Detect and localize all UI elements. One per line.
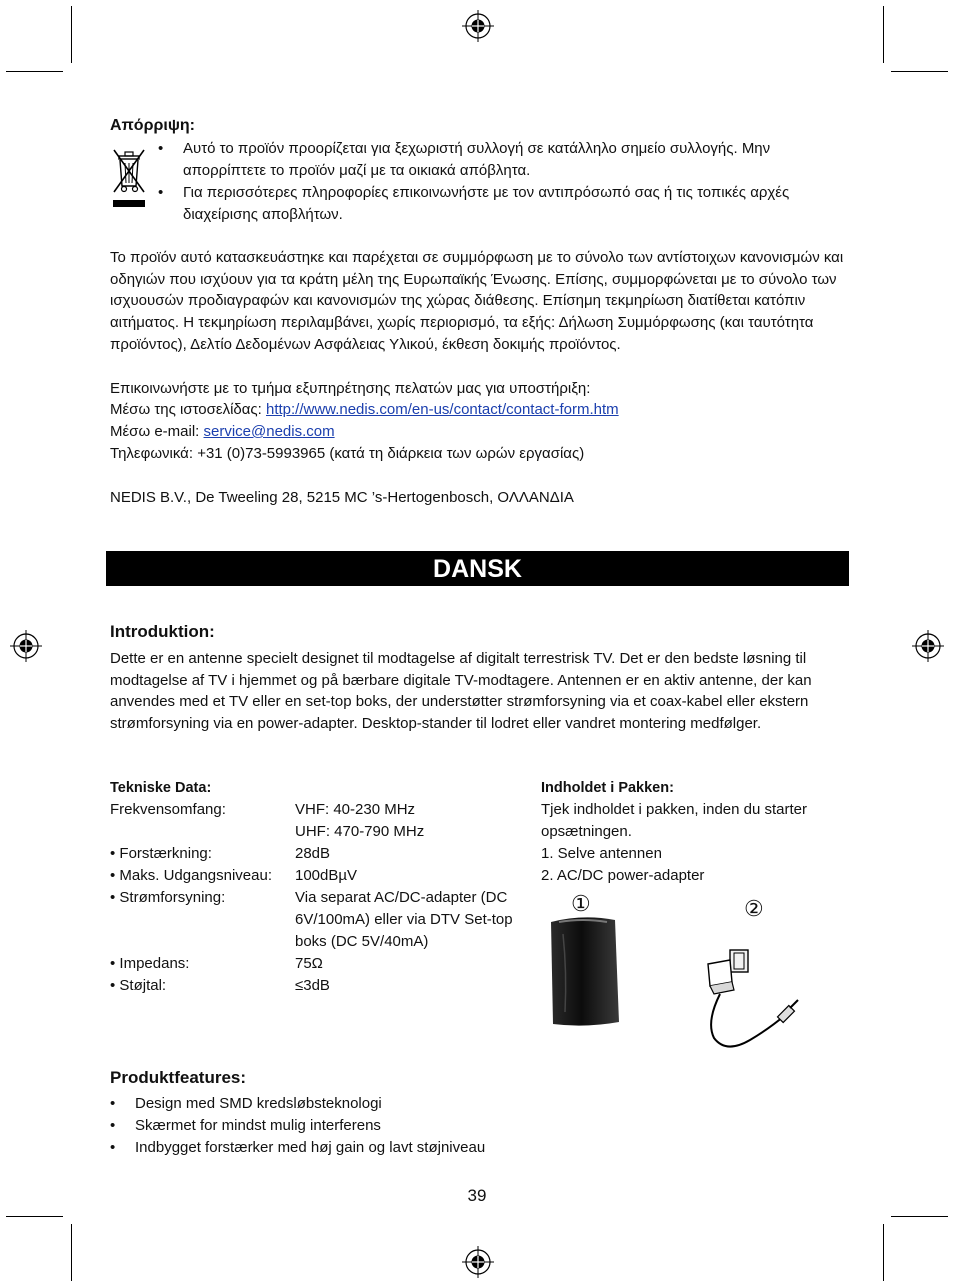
section-title-banner: DANSK bbox=[106, 551, 849, 586]
email-link[interactable]: service@nedis.com bbox=[203, 423, 335, 440]
list-item: • Design med SMD kredsløbsteknologi bbox=[110, 1093, 485, 1115]
website-line: Μέσω της ιστοσελίδας: http://www.nedis.com/en-us/contact/contact-form.htm bbox=[110, 401, 619, 418]
phone-line: Τηλεφωνικά: +31 (0)73-5993965 (κατά τη διάρκεια των ωρών εργασίας) bbox=[110, 445, 585, 462]
disposal-heading: Απόρριψη: bbox=[110, 117, 195, 134]
list-item: • Skærmet for mindst mulig interferens bbox=[110, 1115, 485, 1137]
list-item: • Αυτό το προϊόν προορίζεται για ξεχωριστή συλλογή σε κατάλληλο σημείο συλλογής. Μην απορρίπτετε το προϊόν μαζί με τα οικιακά απόβλητα. bbox=[158, 138, 848, 182]
intro-text: Dette er en antenne specielt designet til modtagelse af digitalt terrestrisk TV. Det er den bedste løsning til modtagelse af TV i hjemmet og på bærbare digitale TV-modtagere. Antennen er en aktiv antenne, der kan anvendes med et TV eller en set-top boks, der understøtter strømforsyning via et coax-kabel eller ekstern strømforsyning via en power-adapter. Desktop-stander til lodret eller vandret montering medfølger. bbox=[110, 650, 812, 733]
email-line: Μέσω e-mail: service@nedis.com bbox=[110, 423, 335, 440]
registration-mark-right-icon bbox=[911, 629, 945, 663]
website-link[interactable]: http://www.nedis.com/en-us/contact/contact-form.htm bbox=[266, 401, 619, 418]
intro-heading: Introduktion: bbox=[110, 622, 215, 641]
features-list bbox=[110, 1093, 485, 1159]
features-heading: Produktfeatures: bbox=[110, 1068, 247, 1087]
package-image-label-2: ② bbox=[744, 896, 764, 921]
package-image-label-1: ① bbox=[571, 891, 591, 916]
disposal-list bbox=[158, 138, 848, 226]
power-adapter-image bbox=[700, 942, 805, 1052]
company-address: NEDIS B.V., De Tweeling 28, 5215 MC ’s-Hertogenbosch, ΟΛΛΑΝΔΙΑ bbox=[110, 489, 574, 506]
package-item: 1. Selve antennen bbox=[541, 845, 662, 862]
compliance-text: Το προϊόν αυτό κατασκευάστηκε και παρέχεται σε συμμόρφωση με το σύνολο των αντίστοιχων κανονισμών και οδηγιών που ισχύουν για τα κράτη μέλη της Ευρωπαϊκής Ένωσης. Επίσης, συμμορφώνεται με το σύνολο των ισχυουσών προδιαγραφών και κανονισμών της χώρας διάθεσης. Επίσημη τεκμηρίωση διατίθεται κατόπιν αιτήματος. Η τεκμηρίωση περιλαμβάνει, χωρίς περιορισμό, τα εξής: Δήλωση Συμμόρφωσης (και ταυτότητα προϊόντος), Δελτίο Δεδομένων Ασφάλειας Υλικού, έκθεση δοκιμής προϊόντος. bbox=[110, 249, 844, 353]
package-item: 2. AC/DC power-adapter bbox=[541, 867, 705, 884]
package-text: Tjek indholdet i pakken, inden du starter opsætningen. bbox=[541, 801, 807, 840]
contact-intro: Επικοινωνήστε με το τμήμα εξυπηρέτησης πελατών μας για υποστήριξη: bbox=[110, 380, 591, 397]
list-item: • Για περισσότερες πληροφορίες επικοινωνήστε με τον αντιπρόσωπό σας ή τις τοπικές αρχές διαχείρισης αποβλήτων. bbox=[158, 182, 848, 226]
weee-crossed-bin-icon bbox=[110, 148, 148, 210]
registration-mark-top-icon bbox=[461, 9, 495, 43]
antenna-image bbox=[543, 912, 625, 1030]
registration-mark-bottom-icon bbox=[461, 1245, 495, 1279]
specs-heading: Tekniske Data: bbox=[110, 780, 212, 796]
list-item: • Indbygget forstærker med høj gain og lavt støjniveau bbox=[110, 1137, 485, 1159]
registration-mark-left-icon bbox=[9, 629, 43, 663]
package-heading: Indholdet i Pakken: bbox=[541, 780, 674, 796]
page-number: 39 bbox=[467, 1186, 487, 1205]
